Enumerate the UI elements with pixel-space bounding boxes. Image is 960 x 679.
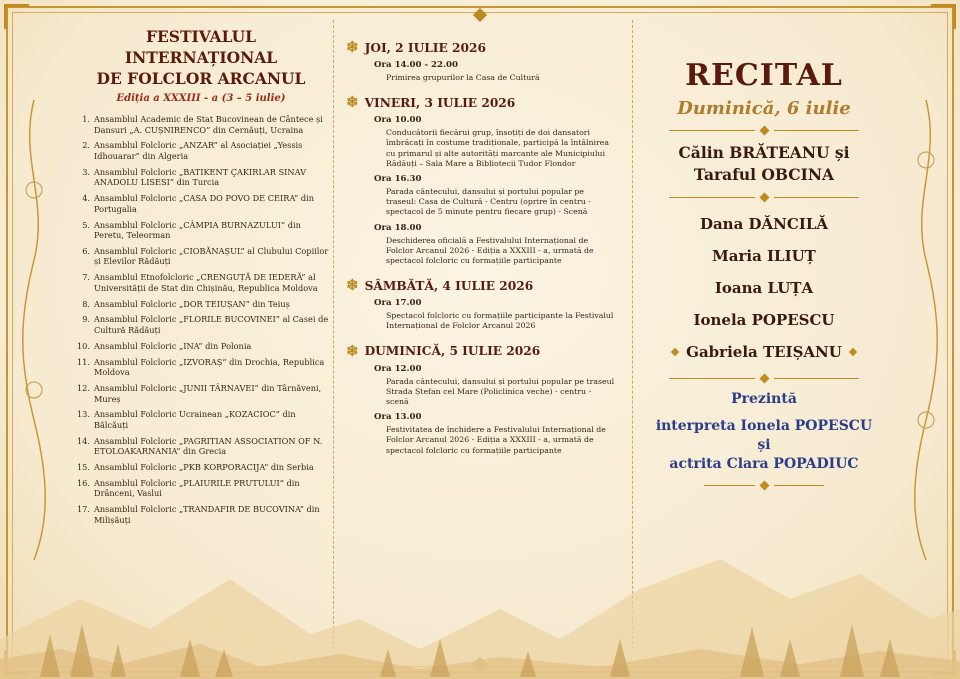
- ensemble-number: 7.: [82, 272, 90, 283]
- schedule-panel: [346, 40, 616, 468]
- event-time: Ora 10.00: [374, 115, 422, 126]
- diamond-icon: [849, 348, 857, 356]
- corner-ornament: [931, 4, 956, 29]
- event-time: Ora 13.00: [374, 412, 422, 423]
- divider: [704, 482, 824, 489]
- ensemble-name: Ansamblul Folcloric „TRANDAFIR DE BUCOVINA” din Milișăuți: [94, 504, 320, 525]
- ensemble-number: 16.: [76, 477, 90, 488]
- ensemble-number: 13.: [76, 409, 90, 420]
- ensemble-name: Ansamblul Academic de Stat Bucovinean de Cântece și Dansuri „A. CUȘNIRENCO” din Cernăuți, Ucraina: [94, 114, 323, 135]
- event-description: Deschiderea oficială a Festivalului Internațional de Folclor Arcanul 2026 - Ediția a XXXIII - a, urmată de spectacol folcloric cu formațiile participante: [386, 235, 594, 266]
- ensemble-name: Ansamblul Etnofolcloric „CRENGUȚĂ DE IEDERĂ” al Universității de Stat din Chișinău, Republica Moldova: [94, 272, 318, 293]
- day-heading: [346, 95, 616, 110]
- schedule-event: [374, 115, 616, 169]
- lead-performer-line1: Călin BRĂTEANU și: [678, 143, 850, 162]
- event-time: Ora 12.00: [374, 363, 422, 374]
- presenter-line: și: [757, 437, 771, 453]
- ensemble-item: [70, 140, 332, 161]
- left-floral-vine: [14, 100, 54, 560]
- corner-ornament: [4, 4, 29, 29]
- ensemble-number: 5.: [82, 219, 90, 230]
- performer: Gabriela TEIȘANU: [686, 343, 842, 361]
- divider: [669, 127, 859, 134]
- schedule-event: [374, 412, 616, 456]
- ensemble-name: Ansamblul Folcloric „PKB KORPORACIJA” din Serbia: [94, 462, 314, 473]
- ensemble-item: [70, 114, 332, 135]
- day-heading-text: SÂMBĂTĂ, 4 IULIE 2026: [364, 278, 534, 293]
- ensemble-name: Ansamblul Folcloric „CASA DO POVO DE CEIRA” din Portugalia: [94, 193, 315, 214]
- ensemble-item: [70, 193, 332, 214]
- ensemble-number: 3.: [82, 166, 90, 177]
- schedule-event: [374, 364, 616, 408]
- schedule-day: [346, 95, 616, 266]
- schedule-event: [374, 174, 616, 218]
- ensemble-item: [70, 299, 332, 310]
- ensemble-name: Ansamblul Folcloric „CÂMPIA BURNAZULUI” din Peretu, Teleorman: [94, 219, 301, 241]
- performer: Ioana LUȚA: [714, 279, 814, 297]
- ensemble-number: 17.: [76, 504, 90, 515]
- performer: Maria ILIUȚ: [712, 247, 816, 265]
- schedule-event: [374, 298, 616, 331]
- ensemble-item: [70, 462, 332, 473]
- event-description: Primirea grupurilor la Casa de Cultură: [386, 73, 540, 82]
- event-description: Conducătorii fiecărui grup, însoțiți de doi dansatori îmbrăcați în costume tradiționale, participă la întâlnirea cu primarul și alte autorități marcante ale Municipiului Rădăuți – Sala Mare a Bibliotecii Tudor Flondor: [386, 128, 610, 168]
- recital-panel: [646, 58, 882, 497]
- schedule-day: [346, 40, 616, 83]
- recital-date: Duminică, 6 iulie: [677, 98, 851, 119]
- ensemble-name: Ansamblul Folcloric „PLAIURILE PRUTULUI” din Drânceni, Vaslui: [94, 477, 300, 499]
- ensemble-name: Ansamblul Folcloric Ucrainean „KOZACIOC” din Bălcăuți: [94, 409, 296, 430]
- snowflake-icon: ❄: [346, 276, 359, 295]
- ensemble-item: [70, 246, 332, 267]
- festival-title-line1: FESTIVALUL INTERNAȚIONAL: [124, 27, 278, 67]
- ensemble-list: [70, 114, 332, 525]
- event-time: Ora 16.30: [374, 174, 422, 185]
- snowflake-icon: ❄: [346, 93, 359, 112]
- schedule-day: [346, 341, 616, 456]
- ensemble-number: 2.: [82, 140, 90, 151]
- ensemble-name: Ansamblul Folcloric „ANZAR” al Asociației „Yessis Idhouarar” din Algeria: [94, 140, 303, 161]
- performer: Ionela POPESCU: [693, 311, 835, 329]
- ensemble-number: 4.: [82, 193, 90, 204]
- snowflake-icon: ❄: [346, 38, 359, 56]
- ensemble-item: [70, 357, 332, 378]
- ensemble-number: 6.: [82, 245, 90, 256]
- ensemble-number: 1.: [82, 114, 90, 124]
- performer-row: [646, 343, 882, 361]
- day-heading-text: DUMINICĂ, 5 IULIE 2026: [364, 344, 541, 359]
- day-heading-text: JOI, 2 IULIE 2026: [364, 40, 486, 55]
- ensemble-number: 10.: [76, 340, 90, 351]
- ensemble-item: [70, 314, 332, 335]
- ensemble-item: [70, 504, 332, 525]
- schedule-event: [374, 60, 616, 83]
- ensemble-item: [70, 272, 332, 293]
- presents-label: Prezintă: [731, 391, 797, 407]
- ensemble-number: 15.: [76, 462, 90, 473]
- day-heading: [346, 278, 616, 293]
- edition-subtitle: Ediția a XXXIII - a (3 – 5 iulie): [116, 93, 286, 104]
- day-heading: [346, 341, 616, 360]
- event-description: Festivitatea de închidere a Festivalului Internațional de Folclor Arcanul 2026 - Ediția a XXXIII - a, urmată de spectacol folcloric cu formațiile participante: [386, 425, 606, 455]
- ensemble-number: 12.: [76, 382, 90, 393]
- event-time: Ora 18.00: [374, 222, 422, 233]
- ensemble-item: [70, 220, 332, 241]
- ensemble-name: Ansamblul Folcloric „PAGRITIAN ASSOCIATION OF N. ETOLOAKARNANIA” din Grecia: [94, 435, 323, 457]
- ensemble-item: [70, 167, 332, 188]
- ensemble-name: Ansamblul Folcloric „IZVORAȘ” din Drochia, Republica Moldova: [94, 356, 325, 378]
- divider: [669, 375, 859, 382]
- ensemble-item: [70, 383, 332, 404]
- festival-panel: [70, 26, 332, 531]
- ensemble-name: Ansamblul Folcloric „CIOBĂNAȘUL” al Clubului Copiilor și Elevilor Rădăuți: [94, 245, 329, 267]
- day-heading-text: VINERI, 3 IULIE 2026: [364, 95, 516, 110]
- ensemble-name: Ansamblul Folcloric „JUNII TÂRNAVEI” din Târnăveni, Mureș: [94, 382, 322, 404]
- presenter-line: interpreta Ionela POPESCU: [655, 418, 873, 434]
- event-description: Parada cântecului, dansului și portului popular pe traseul: Casa de Cultură - Centru (oprire în centru - spectacol de 5 minute pentru fiecare grup) - Scenă: [386, 187, 591, 217]
- ensemble-name: Ansamblul Folcloric „DOR TEIUȘAN” din Teiuș: [94, 298, 290, 309]
- performer: Dana DĂNCILĂ: [699, 215, 829, 233]
- festival-title-line2: DE FOLCLOR ARCANUL: [96, 69, 306, 88]
- right-floral-vine: [906, 100, 946, 560]
- ensemble-number: 14.: [76, 435, 90, 446]
- lead-performer-line2: Taraful OBCINA: [693, 165, 835, 184]
- ensemble-name: Ansamblul Folcloric „FLORILE BUCOVINEI” al Casei de Cultură Rădăuți: [94, 314, 329, 335]
- event-time: Ora 14.00 - 22.00: [374, 60, 458, 70]
- ensemble-item: [70, 436, 332, 457]
- snowflake-icon: ❄: [346, 341, 359, 360]
- ensemble-item: [70, 341, 332, 352]
- event-time: Ora 17.00: [374, 298, 422, 309]
- ensemble-name: Ansamblul Folcloric „INA” din Polonia: [94, 340, 252, 351]
- schedule-day: [346, 278, 616, 331]
- ensemble-name: Ansamblul Folcloric „BATIKENT ÇAKIRLAR SINAV ANADOLU LISESI” din Turcia: [94, 166, 306, 188]
- ensemble-number: 8.: [82, 298, 90, 309]
- ensemble-item: [70, 409, 332, 430]
- diamond-icon: [671, 348, 679, 356]
- ensemble-number: 9.: [82, 314, 90, 325]
- event-description: Parada cântecului, dansului și portului popular pe traseul Strada Ștefan cel Mare (Policlinica veche) - centru - scenă: [386, 376, 615, 407]
- mountain-landscape: [0, 539, 960, 679]
- day-heading: [346, 40, 616, 55]
- presenter-line: actrita Clara POPADIUC: [669, 456, 859, 472]
- ensemble-number: 11.: [76, 356, 90, 367]
- event-description: Spectacol folcloric cu formațiile participante la Festivalul Internațional de Folclor Arcanul 2026: [386, 311, 614, 331]
- recital-title: RECITAL: [685, 58, 843, 93]
- schedule-event: [374, 223, 616, 267]
- ensemble-item: [70, 478, 332, 499]
- divider: [669, 194, 859, 201]
